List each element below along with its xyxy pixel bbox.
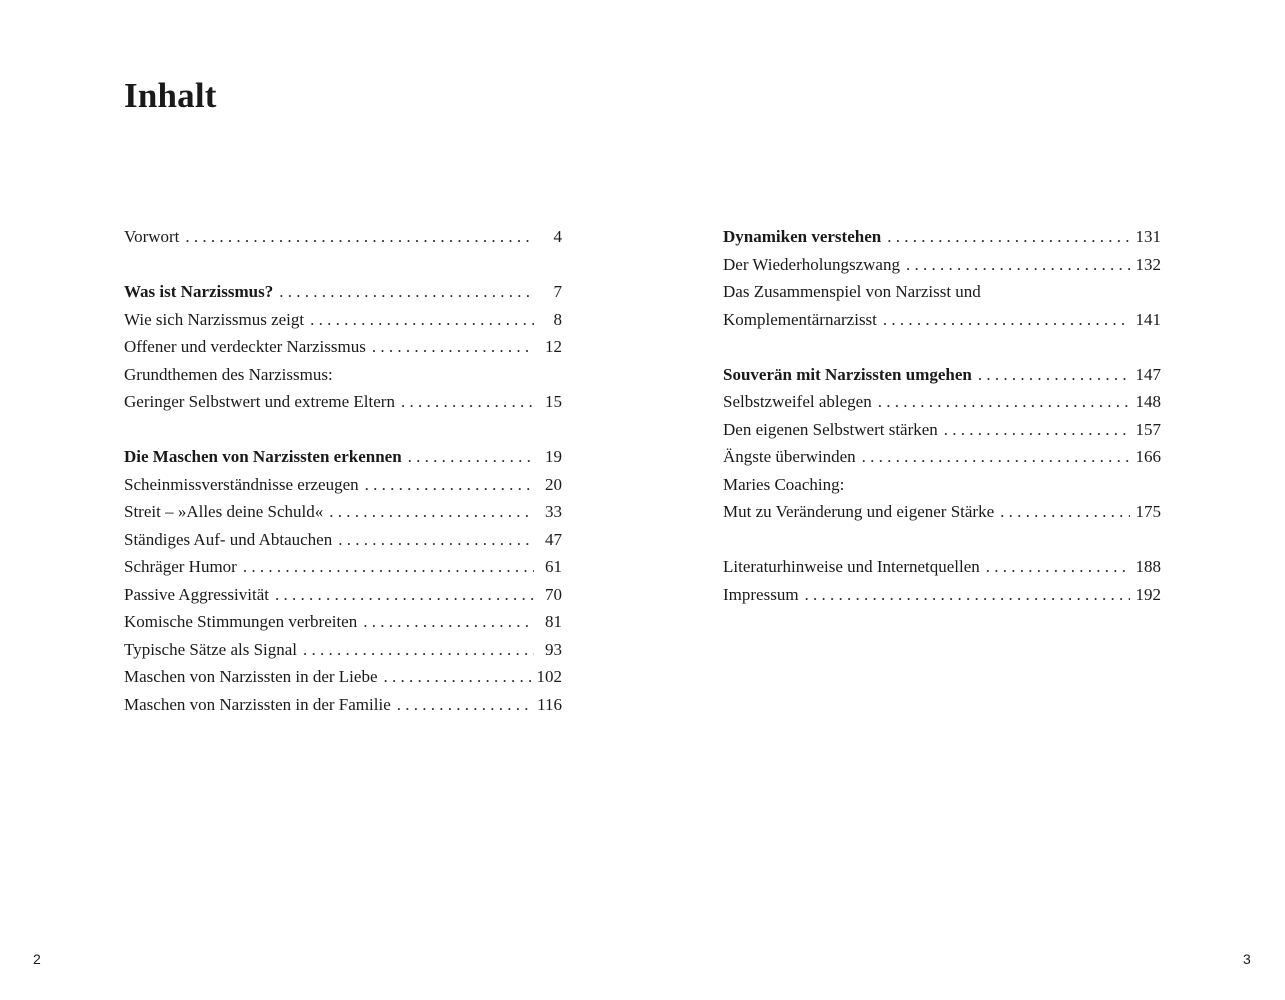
toc-page-number: 93 <box>545 639 562 659</box>
toc-spacer <box>124 251 562 279</box>
toc-leader-dots <box>185 223 534 251</box>
toc-entry <box>723 251 1161 279</box>
toc-entry-title: Komische Stimmungen verbreiten <box>124 612 358 631</box>
toc-entry-title: Scheinmissverständnisse erzeugen <box>124 474 359 494</box>
toc-entry <box>723 581 1161 609</box>
toc-page-number: 131 <box>1135 227 1161 246</box>
toc-leader-dots <box>883 306 1130 334</box>
toc-entry-title: Vorwort <box>124 227 180 246</box>
toc-section-heading <box>723 223 1161 251</box>
page-number-right: 3 <box>1243 951 1251 967</box>
toc-page-number: 166 <box>1135 447 1161 466</box>
toc-page-number: 147 <box>1135 364 1161 384</box>
toc-entry-title: Den eigenen Selbstwert stärken <box>723 419 938 439</box>
toc-entry-title: Ängste überwinden <box>723 447 856 466</box>
page-number-left: 2 <box>33 951 41 967</box>
toc-entry-title: Mut zu Veränderung und eigener Stärke <box>723 502 995 521</box>
toc-entry <box>124 663 562 691</box>
toc-leader-dots <box>275 581 534 609</box>
toc-entry-title: Schräger Humor <box>124 557 237 576</box>
toc-entry <box>124 636 562 664</box>
toc-leader-dots <box>384 663 531 691</box>
toc-leader-dots <box>408 443 534 471</box>
toc-leader-dots <box>279 278 534 306</box>
toc-leader-dots <box>906 251 1130 279</box>
toc-leader-dots <box>805 581 1130 609</box>
toc-entry-title: Das Zusammenspiel von Narzisst und <box>723 282 981 301</box>
toc-entry-title: Geringer Selbstwert und extreme Eltern <box>124 392 395 411</box>
toc-section-heading <box>124 278 562 306</box>
toc-section-heading <box>723 361 1161 389</box>
toc-leader-dots <box>365 471 534 499</box>
toc-page-number: 4 <box>553 227 562 246</box>
toc-leader-dots <box>338 526 534 554</box>
toc-entry <box>723 306 1161 334</box>
toc-entry <box>723 416 1161 444</box>
toc-entry-title: Streit – »Alles deine Schuld« <box>124 502 324 521</box>
page-title: Inhalt <box>124 76 217 115</box>
toc-page-number: 8 <box>553 309 562 329</box>
toc-entry <box>124 306 562 334</box>
toc-leader-dots <box>372 333 534 361</box>
toc-leader-dots <box>401 388 534 416</box>
toc-entry-title: Dynamiken verstehen <box>723 227 882 246</box>
toc-entry <box>723 278 1161 306</box>
toc-entry-title: Ständiges Auf- und Abtauchen <box>124 529 333 549</box>
toc-page-number: 157 <box>1135 419 1161 439</box>
toc-page-number: 102 <box>536 667 562 686</box>
toc-entry-title: Offener und verdeckter Narzissmus <box>124 337 366 356</box>
toc-section-heading <box>124 443 562 471</box>
toc-entry <box>124 608 562 636</box>
toc-entry <box>723 553 1161 581</box>
toc-page-number: 15 <box>545 392 562 411</box>
toc-entry <box>124 388 562 416</box>
toc-leader-dots <box>878 388 1130 416</box>
toc-page-number: 192 <box>1135 584 1161 604</box>
toc-entry <box>723 498 1161 526</box>
toc-entry-title: Wie sich Narzissmus zeigt <box>124 309 305 329</box>
toc-entry-title: Selbstzweifel ablegen <box>723 392 872 411</box>
toc-entry <box>124 553 562 581</box>
toc-entry-title: Souverän mit Narzissten umgehen <box>723 364 972 384</box>
toc-right-column <box>723 223 1161 608</box>
toc-leader-dots <box>397 691 531 719</box>
toc-entry-title: Maschen von Narzissten in der Liebe <box>124 667 378 686</box>
toc-page-number: 33 <box>545 502 562 521</box>
toc-leader-dots <box>310 306 534 334</box>
toc-entry-title: Typische Sätze als Signal <box>124 639 298 659</box>
toc-left-column <box>124 223 562 718</box>
toc-entry-title: Der Wiederholungszwang <box>723 254 900 274</box>
toc-page-number: 141 <box>1135 309 1161 329</box>
toc-leader-dots <box>303 636 534 664</box>
toc-page-number: 132 <box>1135 254 1161 274</box>
toc-entry <box>124 333 562 361</box>
toc-page-number: 20 <box>545 474 562 494</box>
toc-entry-title: Impressum <box>723 584 799 604</box>
toc-entry-title: Die Maschen von Narzissten erkennen <box>124 447 402 466</box>
toc-page-number: 12 <box>545 337 562 356</box>
toc-entry <box>124 471 562 499</box>
toc-leader-dots <box>1000 498 1129 526</box>
toc-page-number: 7 <box>553 282 562 301</box>
toc-page-number: 188 <box>1135 557 1161 576</box>
toc-page-number: 116 <box>537 694 562 714</box>
toc-page-number: 81 <box>545 612 562 631</box>
toc-entry <box>124 223 562 251</box>
toc-entry-title: Maries Coaching: <box>723 474 845 494</box>
toc-page-number: 175 <box>1135 502 1161 521</box>
toc-leader-dots <box>243 553 534 581</box>
toc-entry <box>124 498 562 526</box>
toc-spacer <box>723 333 1161 361</box>
toc-entry <box>124 526 562 554</box>
toc-entry-title: Passive Aggressivität <box>124 584 269 604</box>
toc-leader-dots <box>363 608 534 636</box>
toc-spacer <box>723 526 1161 554</box>
toc-entry <box>723 443 1161 471</box>
toc-entry-title: Maschen von Narzissten in der Familie <box>124 694 391 714</box>
toc-page-number: 61 <box>545 557 562 576</box>
toc-page-number: 70 <box>545 584 562 604</box>
toc-leader-dots <box>986 553 1130 581</box>
toc-page-number: 19 <box>545 447 562 466</box>
toc-entry-title: Literaturhinweise und Internetquellen <box>723 557 980 576</box>
toc-leader-dots <box>887 223 1129 251</box>
toc-entry <box>124 691 562 719</box>
toc-leader-dots <box>862 443 1130 471</box>
toc-entry-title: Komplementärnarzisst <box>723 309 877 329</box>
toc-leader-dots <box>944 416 1130 444</box>
toc-entry-title: Grundthemen des Narzissmus: <box>124 364 333 384</box>
toc-spacer <box>124 416 562 444</box>
toc-leader-dots <box>329 498 534 526</box>
toc-entry-title: Was ist Narzissmus? <box>124 282 274 301</box>
toc-entry <box>723 388 1161 416</box>
toc-entry <box>723 471 1161 499</box>
toc-page-number: 148 <box>1135 392 1161 411</box>
toc-page-number: 47 <box>545 529 562 549</box>
toc-entry <box>124 361 562 389</box>
toc-entry <box>124 581 562 609</box>
toc-leader-dots <box>978 361 1130 389</box>
